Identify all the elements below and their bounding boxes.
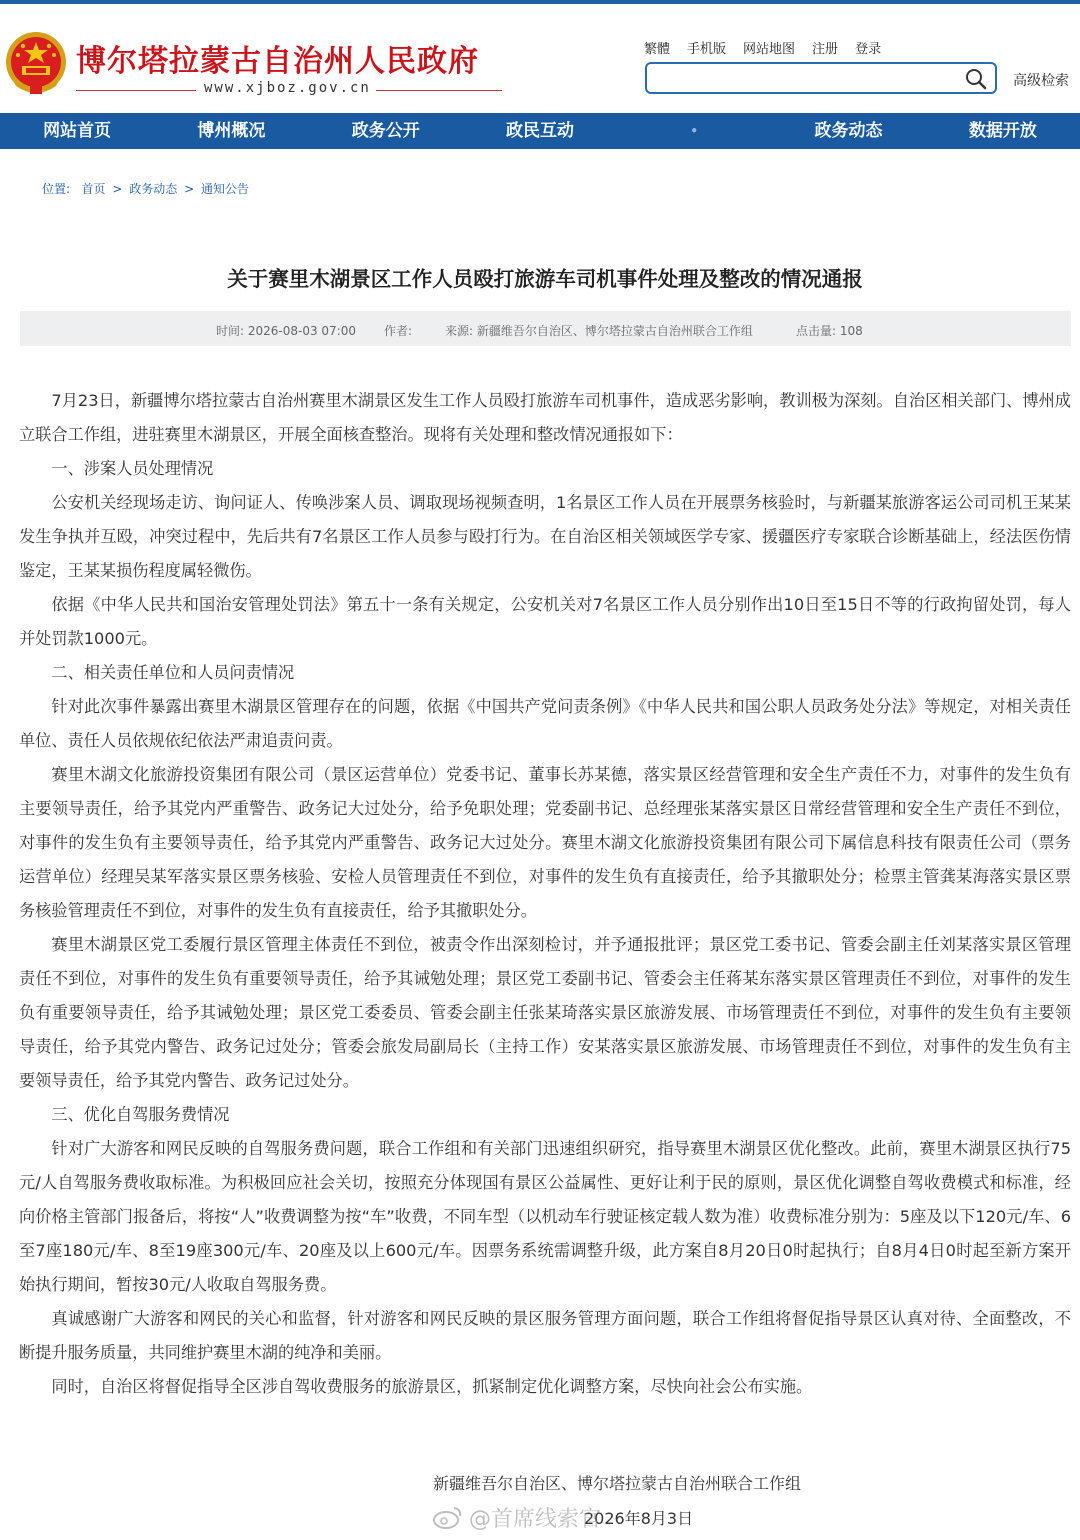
main-nav xyxy=(0,113,1080,149)
url-rule-right xyxy=(376,90,502,91)
section-heading-1: 一、涉案人员处理情况 xyxy=(51,459,214,478)
breadcrumb-separator: > xyxy=(112,182,123,196)
watermark-handle: @首席线索官 xyxy=(469,1506,602,1532)
meta-author: 作者: xyxy=(384,324,413,338)
signature-organization: 新疆维吾尔自治区、博尔塔拉蒙古自治州联合工作组 xyxy=(433,1474,802,1493)
url-rule-left xyxy=(76,90,196,91)
link-sitemap[interactable]: 网站地图 xyxy=(743,42,796,57)
watermark xyxy=(433,1497,601,1537)
nav-home[interactable]: 网站首页 xyxy=(43,121,112,141)
paragraph: 赛里木湖文化旅游投资集团有限公司（景区运营单位）党委书记、董事长苏某德，落实景区经营管理和安全生产责任不力，对事件的发生负有主要领导责任，给予其党内严重警告、政务记大过处分，给予免职处理；党委副书记、总经理张某落实景区日常经营管理和安全生产责任不到位，对事件的发生负有主要领导责任，给予其党内严重警告、政务记大过处分。赛里木湖文化旅游投资集团有限公司下属信息科技有限责任公司（票务运营单位）经理吴某军落实景区票务核验、安检人员管理责任不到位，对事件的发生负有直接责任，给予其撤职处分；检票主管龚某海落实景区票务核验管理责任不到位，对事件的发生负有直接责任，给予其撤职处分。 xyxy=(19,765,1071,920)
article-body xyxy=(19,384,1071,1404)
site-url-row xyxy=(76,80,506,100)
breadcrumb-news[interactable]: 政务动态 xyxy=(129,182,178,196)
nav-overview[interactable]: 博州概况 xyxy=(197,121,266,141)
article-title: 关于赛里木湖景区工作人员殴打旅游车司机事件处理及整改的情况通报 xyxy=(227,267,863,291)
paragraph: 针对此次事件暴露出赛里木湖景区管理存在的问题，依据《中国共产党问责条例》《中华人民共和国公职人员政务处分法》等规定，对相关责任单位、责任人员依规依纪依法严肃追责问责。 xyxy=(19,697,1071,750)
search-box xyxy=(645,62,997,94)
paragraph: 依据《中华人民共和国治安管理处罚法》第五十一条有关规定，公安机关对7名景区工作人员分别作出10日至15日不等的行政拘留处罚，每人并处罚款1000元。 xyxy=(19,595,1071,648)
paragraph: 赛里木湖景区党工委履行景区管理主体责任不到位，被责令作出深刻检讨，并予通报批评；景区党工委书记、管委会副主任刘某落实景区管理责任不到位，对事件的发生负有重要领导责任，给予其诫勉处理；景区党工委副书记、管委会主任蒋某东落实景区管理责任不到位，对事件的发生负有重要领导责任，给予其诫勉处理；景区党工委委员、管委会副主任张某琦落实景区旅游发展、市场管理责任不到位，对事件的发生负有主要领导责任，给予其党内警告、政务记过处分；管委会旅发局副局长（主持工作）安某落实景区旅游发展、市场管理责任不到位，对事件的发生负有主要领导责任，给予其党内警告、政务记过处分。 xyxy=(19,935,1071,1090)
link-traditional[interactable]: 繁體 xyxy=(644,42,671,57)
breadcrumb-label: 位置: xyxy=(42,182,71,196)
nav-gov-affairs-open[interactable]: 政务公开 xyxy=(351,121,420,141)
search-input[interactable] xyxy=(655,68,959,90)
paragraph: 同时，自治区将督促指导全区涉自驾收费服务的旅游景区，抓紧制定优化调整方案，尽快向社会公布实施。 xyxy=(51,1377,813,1396)
advanced-search-link[interactable]: 高级检索 xyxy=(1013,73,1069,89)
nav-news[interactable]: 政务动态 xyxy=(814,121,883,141)
link-mobile[interactable]: 手机版 xyxy=(687,42,727,57)
top-accent-line xyxy=(0,0,1080,4)
national-emblem-icon xyxy=(4,28,68,98)
breadcrumb-home[interactable]: 首页 xyxy=(81,182,106,196)
link-register[interactable]: 注册 xyxy=(812,42,839,57)
nav-blank-item[interactable] xyxy=(617,113,771,149)
section-heading-2: 二、相关责任单位和人员问责情况 xyxy=(51,663,295,682)
breadcrumb-notices[interactable]: 通知公告 xyxy=(200,182,249,196)
search-icon[interactable] xyxy=(965,68,987,90)
paragraph: 公安机关经现场走访、询问证人、传唤涉案人员、调取现场视频查明，1名景区工作人员在开展票务核验时，与新疆某旅游客运公司司机王某某发生争执并互殴，冲突过程中，先后共有7名景区工作人员参与殴打行为。在自治区相关领域医学专家、援疆医疗专家联合诊断基础上，经法医伤情鉴定，王某某损伤程度属轻微伤。 xyxy=(19,493,1071,580)
nav-interaction[interactable]: 政民互动 xyxy=(505,121,574,141)
meta-hits: 点击量: 108 xyxy=(796,324,863,338)
paragraph: 真诚感谢广大游客和网民的关心和监督，针对游客和网民反映的景区服务管理方面问题，联合工作组将督促指导景区认真对待、全面整改，不断提升服务质量，共同维护赛里木湖的纯净和美丽。 xyxy=(19,1309,1071,1362)
weibo-icon xyxy=(433,1504,463,1530)
paragraph: 针对广大游客和网民反映的自驾服务费问题，联合工作组和有关部门迅速组织研究，指导赛里木湖景区优化整改。此前，赛里木湖景区执行75元/人自驾服务费收取标准。为积极回应社会关切，按照充分体现国有景区公益属性、更好让利于民的原则，景区优化调整自驾收费模式和标准，经向价格主管部门报备后，将按“人”收费调整为按“车”收费，不同车型（以机动车行驶证核定载人数为准）收费标准分别为：5座及以下120元/车、6至7座180元/车、8至19座300元/车、20座及以上600元/车。因票务系统需调整升级，此方案自8月20日0时起执行；自8月4日0时起至新方案开始执行期间，暂按30元/人收取自驾服务费。 xyxy=(19,1139,1071,1294)
article-meta-bar xyxy=(20,311,1071,346)
section-heading-3: 三、优化自驾服务费情况 xyxy=(51,1105,230,1124)
nav-open-data[interactable]: 数据开放 xyxy=(968,121,1037,141)
breadcrumb xyxy=(42,180,249,197)
breadcrumb-separator: > xyxy=(184,182,195,196)
top-links xyxy=(644,38,881,57)
signature-date: 2026年8月3日 xyxy=(584,1509,694,1528)
nav-dot-icon: • xyxy=(690,124,699,138)
site-url: www.xjboz.gov.cn xyxy=(204,80,371,96)
meta-time: 时间: 2026-08-03 07:00 xyxy=(216,324,356,338)
site-title[interactable]: 博尔塔拉蒙古自治州人民政府 xyxy=(76,44,479,79)
link-login[interactable]: 登录 xyxy=(855,42,882,57)
meta-source: 来源: 新疆维吾尔自治区、博尔塔拉蒙古自治州联合工作组 xyxy=(445,324,753,338)
paragraph-intro: 7月23日，新疆博尔塔拉蒙古自治州赛里木湖景区发生工作人员殴打旅游车司机事件，造成恶劣影响，教训极为深刻。自治区相关部门、博州成立联合工作组，进驻赛里木湖景区，开展全面核查整治。现将有关处理和整改情况通报如下： xyxy=(19,391,1071,444)
